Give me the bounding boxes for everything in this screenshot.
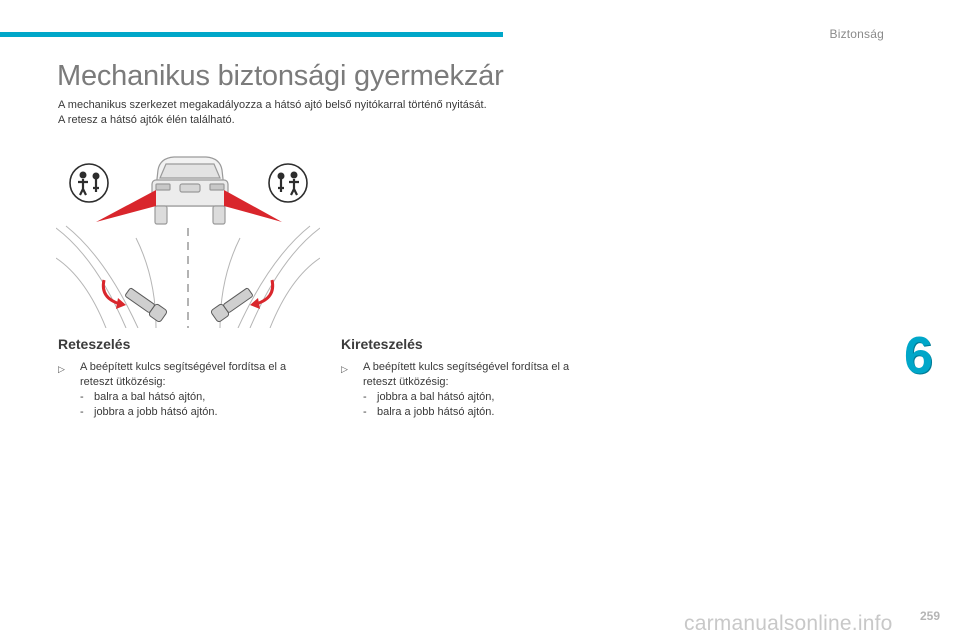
watermark: carmanualsonline.info — [684, 612, 893, 635]
list-item-text: jobbra a bal hátsó ajtón, — [377, 391, 495, 403]
arrow-bullet-icon: ▷ — [341, 364, 348, 374]
instruction-text: A beépített kulcs segítségével fordítsa el a reteszt ütközésig: — [363, 361, 570, 388]
arrow-bullet-icon: ▷ — [58, 364, 65, 374]
list-item-text: jobbra a jobb hátsó ajtón. — [94, 406, 218, 418]
child-lock-icon — [70, 164, 108, 202]
list-item-text: balra a jobb hátsó ajtón. — [377, 406, 495, 418]
child-lock-illustration — [56, 148, 320, 328]
child-lock-icon — [269, 164, 307, 202]
dash-marker: - — [80, 391, 84, 403]
page-title: Mechanikus biztonsági gyermekzár — [57, 60, 504, 92]
intro-text — [58, 98, 618, 128]
intro-line: A mechanikus szerkezet megakadályozza a hátsó ajtó belső nyitókarral történő nyitását. — [58, 99, 487, 111]
locking-section — [58, 336, 318, 420]
page-number: 259 — [919, 609, 940, 623]
list-item — [363, 390, 601, 405]
car-rear-view — [152, 157, 228, 224]
header-accent-bar — [0, 32, 503, 37]
dash-marker: - — [80, 406, 84, 418]
list-item-text: balra a bal hátsó ajtón, — [94, 391, 206, 403]
dash-marker: - — [363, 406, 367, 418]
key-icon — [210, 286, 254, 323]
list-item — [363, 405, 601, 420]
locking-heading: Reteszelés — [58, 336, 131, 352]
dash-marker: - — [363, 391, 367, 403]
list-item — [80, 390, 318, 405]
unlocking-heading: Kireteszelés — [341, 336, 423, 352]
instruction-step — [341, 360, 601, 420]
instruction-step — [58, 360, 318, 420]
key-icon — [124, 286, 168, 323]
unlocking-section — [341, 336, 601, 420]
list-item — [80, 405, 318, 420]
chapter-number: 6 — [904, 327, 933, 385]
section-label: Biztonság — [829, 27, 884, 41]
intro-line: A retesz a hátsó ajtók élén található. — [58, 114, 235, 126]
instruction-text: A beépített kulcs segítségével fordítsa el a reteszt ütközésig: — [80, 361, 287, 388]
